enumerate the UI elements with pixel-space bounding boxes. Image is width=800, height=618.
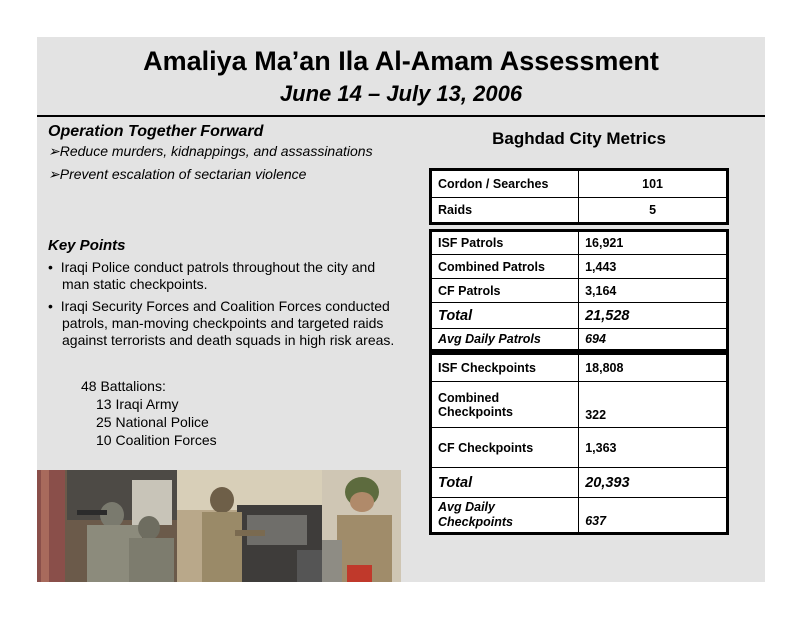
battalion-item: 10 Coalition Forces <box>96 432 217 448</box>
title-divider <box>37 115 765 117</box>
total-label: Total <box>431 303 579 329</box>
battalion-item: 13 Iraqi Army <box>96 396 179 412</box>
metric-label: Combined Checkpoints <box>431 382 579 428</box>
key-points-heading: Key Points <box>48 237 126 254</box>
metric-label: ISF Checkpoints <box>431 354 579 382</box>
metric-label: CF Checkpoints <box>431 428 579 468</box>
battalions-total: 48 Battalions: <box>81 378 166 394</box>
checkpoint-photo <box>177 470 322 582</box>
total-value: 21,528 <box>579 303 728 329</box>
metric-value: 322 <box>579 382 728 428</box>
metric-label: Combined Patrols <box>431 255 579 279</box>
avg-value: 637 <box>579 498 728 534</box>
metric-value: 16,921 <box>579 231 728 255</box>
metric-value: 18,808 <box>579 354 728 382</box>
operation-heading: Operation Together Forward <box>48 123 264 140</box>
table-row <box>431 498 728 534</box>
arrow-bullet-icon: ➢ <box>48 166 60 182</box>
table-row <box>431 198 728 224</box>
arrow-bullet-icon: ➢ <box>48 143 60 159</box>
avg-label: Avg Daily Checkpoints <box>431 498 579 534</box>
patrols-table <box>429 229 729 352</box>
avg-value: 694 <box>579 329 728 351</box>
metric-value: 101 <box>579 170 728 198</box>
operation-section <box>48 123 408 183</box>
page-title: Amaliya Ma’an Ila Al-Amam Assessment <box>143 46 659 76</box>
metric-label: ISF Patrols <box>431 231 579 255</box>
table-row <box>431 255 728 279</box>
table-row <box>431 354 728 382</box>
slide <box>37 37 765 582</box>
key-point-item: • Iraqi Police conduct patrols throughout the city and man static checkpoints. <box>48 259 376 292</box>
page-subtitle: June 14 – July 13, 2006 <box>279 81 523 106</box>
battalions-list <box>81 377 217 449</box>
metric-label: CF Patrols <box>431 279 579 303</box>
key-point-item: • Iraqi Security Forces and Coalition Forces conducted patrols, man-moving checkpoints and targeted raids against terrorists and death squads in high risk areas. <box>48 298 395 348</box>
table-row <box>431 428 728 468</box>
key-points-list <box>48 259 398 354</box>
table-row <box>431 279 728 303</box>
table-row <box>431 231 728 255</box>
metric-value: 3,164 <box>579 279 728 303</box>
checkpoints-table <box>429 352 729 535</box>
table-row <box>431 468 728 498</box>
table-row <box>431 170 728 198</box>
soldier-photo <box>322 470 401 582</box>
metric-value: 1,363 <box>579 428 728 468</box>
metric-label: Raids <box>431 198 579 224</box>
table-row <box>431 303 728 329</box>
metrics-title: Baghdad City Metrics <box>492 129 666 148</box>
avg-label: Avg Daily Patrols <box>431 329 579 351</box>
metric-label: Cordon / Searches <box>431 170 579 198</box>
ops-table <box>429 168 729 225</box>
total-label: Total <box>431 468 579 498</box>
total-value: 20,393 <box>579 468 728 498</box>
operation-item: ➢Reduce murders, kidnappings, and assassinations <box>48 143 373 159</box>
metric-value: 5 <box>579 198 728 224</box>
bullet-icon: • <box>48 259 53 275</box>
bullet-icon: • <box>48 298 53 314</box>
battalion-item: 25 National Police <box>96 414 209 430</box>
title-block <box>37 37 765 115</box>
table-row <box>431 329 728 351</box>
soldiers-photo <box>37 470 177 582</box>
metric-value: 1,443 <box>579 255 728 279</box>
operation-item: ➢Prevent escalation of sectarian violence <box>48 166 307 182</box>
table-row <box>431 382 728 428</box>
photo-strip <box>37 470 401 582</box>
